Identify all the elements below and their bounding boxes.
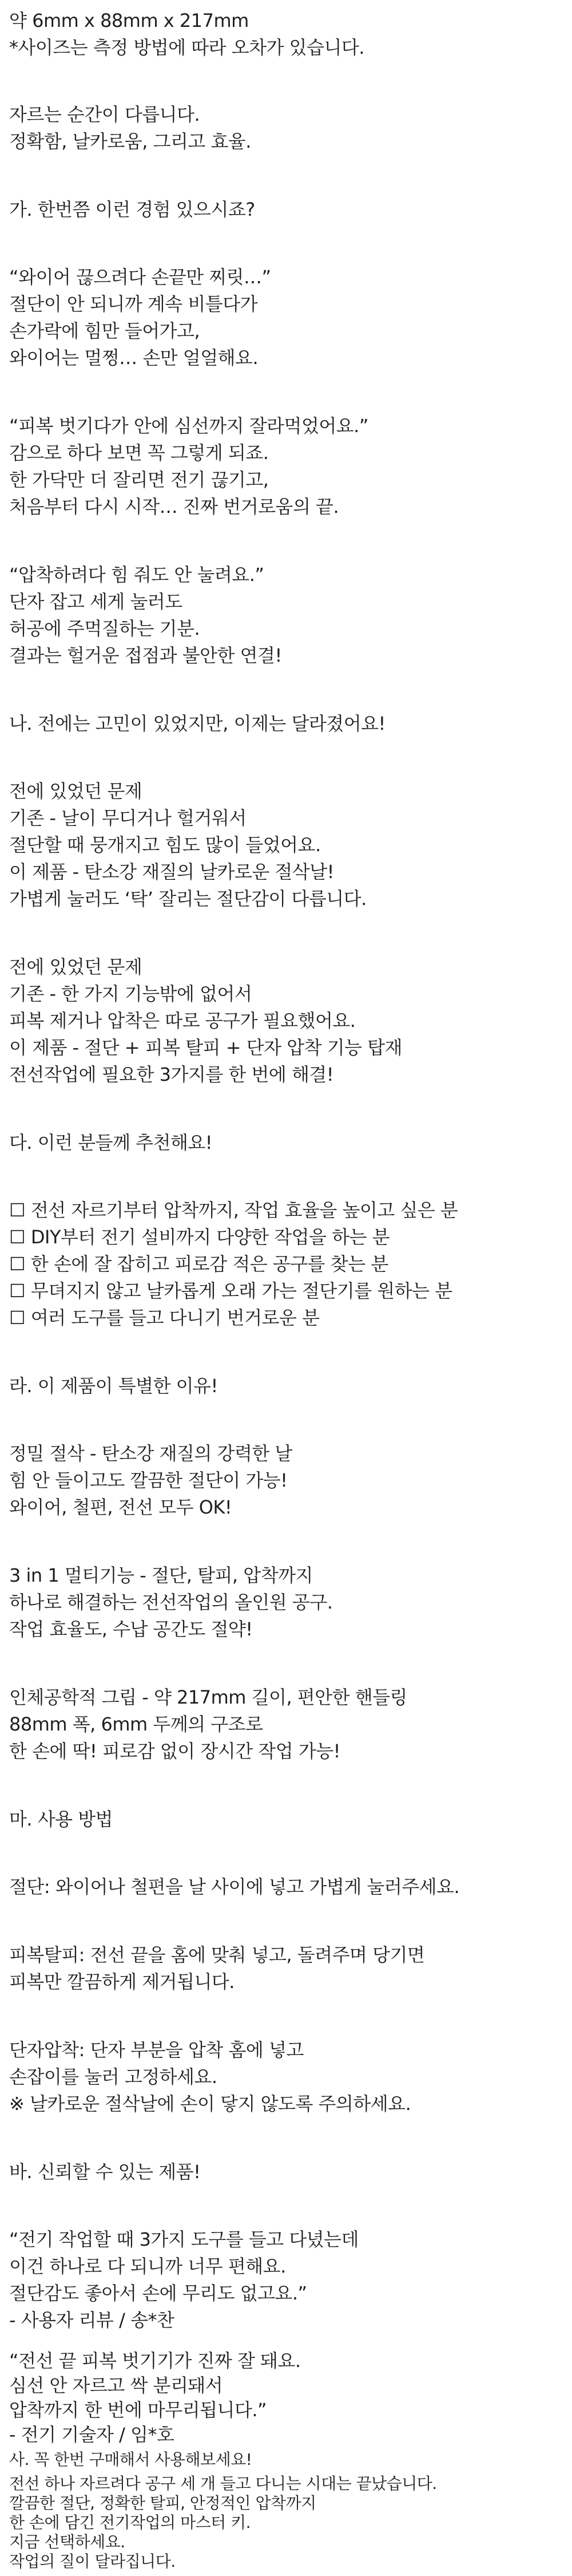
section-heading-na: 나. 전에는 고민이 있었지만, 이제는 달라졌어요! <box>9 713 386 734</box>
checkbox-list-item: ☐ 무뎌지지 않고 날카롭게 오래 가는 절단기를 원하는 분 <box>9 1280 452 1302</box>
spec-size-line: 약 6mm x 88mm x 217mm <box>9 10 249 31</box>
text-line: 손가락에 힘만 들어가고, <box>9 320 200 342</box>
text-line: 전선 하나 자르려다 공구 세 개 들고 다니는 시대는 끝났습니다. <box>9 2474 437 2493</box>
quote-line: “압착하려다 힘 줘도 안 눌려요.” <box>9 564 264 586</box>
text-line: 와이어, 철편, 전선 모두 OK! <box>9 1496 232 1518</box>
text-line: 가볍게 눌러도 ‘탁’ 잘리는 절단감이 다릅니다. <box>9 888 367 910</box>
text-line: 한 손에 담긴 전기작업의 마스터 키. <box>9 2513 251 2532</box>
text-line: 결과는 헐거운 접점과 불안한 연결! <box>9 645 282 666</box>
section-heading-ma: 마. 사용 방법 <box>9 1808 113 1830</box>
text-line: 처음부터 다시 시작… 진짜 번거로움의 끝. <box>9 496 339 517</box>
section-heading-ra: 라. 이 제품이 특별한 이유! <box>9 1375 218 1397</box>
text-line: 이 제품 - 절단 + 피복 탈피 + 단자 압착 기능 탑재 <box>9 1037 403 1058</box>
closing-line: 작업의 질이 달라집니다. <box>9 2552 176 2571</box>
warning-note-line: ※ 날카로운 절삭날에 손이 닿지 않도록 주의하세요. <box>9 2093 411 2115</box>
text-line: 허공에 주먹질하는 기분. <box>9 618 200 639</box>
text-line: 피복만 깔끔하게 제거됩니다. <box>9 1971 235 1993</box>
text-line: 한 손에 딱! 피로감 없이 장시간 작업 가능! <box>9 1740 340 1762</box>
text-line: 기존 - 한 가지 기능밖에 없어서 <box>9 983 252 1005</box>
text-line: 인체공학적 그립 - 약 217mm 길이, 편안한 핸들링 <box>9 1686 407 1708</box>
text-line: 절단이 안 되니까 계속 비틀다가 <box>9 293 258 315</box>
text-line: 와이어는 멀쩡… 손만 얼얼해요. <box>9 347 259 369</box>
section-heading-da: 다. 이런 분들께 추천해요! <box>9 1132 213 1153</box>
review-quote-line: 압착까지 한 번에 마무리됩니다.” <box>9 2399 267 2421</box>
text-line: 한 가닥만 더 잘리면 전기 끊기고, <box>9 469 269 491</box>
text-line: 전에 있었던 문제 <box>9 956 142 978</box>
review-quote-line: “전기 작업할 때 3가지 도구를 들고 다녔는데 <box>9 2229 359 2250</box>
text-line: 손잡이를 눌러 고정하세요. <box>9 2066 217 2088</box>
text-line: 피복탈피: 전선 끝을 홈에 맞춰 넣고, 돌려주며 당기면 <box>9 1944 425 1966</box>
text-line: 감으로 하다 보면 꼭 그렇게 되죠. <box>9 442 269 464</box>
checkbox-list-item: ☐ 전선 자르기부터 압착까지, 작업 효율을 높이고 싶은 분 <box>9 1199 458 1221</box>
text-line: 전선작업에 필요한 3가지를 한 번에 해결! <box>9 1064 334 1085</box>
section-heading-ga: 가. 한번쯤 이런 경험 있으시죠? <box>9 199 255 220</box>
size-note-line: *사이즈는 측정 방법에 따라 오차가 있습니다. <box>9 37 364 58</box>
section-heading-sa: 사. 꼭 한번 구매해서 사용해보세요! <box>9 2450 252 2469</box>
review-author-line: - 사용자 리뷰 / 송*찬 <box>9 2309 174 2331</box>
checkbox-list-item: ☐ 여러 도구를 들고 다니기 번거로운 분 <box>9 1307 320 1329</box>
text-line: 절단: 와이어나 철편을 날 사이에 넣고 가볍게 눌러주세요. <box>9 1876 460 1898</box>
text-line: 깔끔한 절단, 정확한 탈피, 안정적인 압착까지 <box>9 2494 316 2512</box>
section-heading-ba: 바. 신뢰할 수 있는 제품! <box>9 2161 201 2183</box>
text-line: 정밀 절삭 - 탄소강 재질의 강력한 날 <box>9 1443 292 1464</box>
text-line: 힘 안 들이고도 깔끔한 절단이 가능! <box>9 1469 288 1491</box>
text-line: 이 제품 - 탄소강 재질의 날카로운 절삭날! <box>9 861 334 883</box>
review-author-line: - 전기 기술자 / 임*호 <box>9 2424 174 2445</box>
review-quote-line: 이건 하나로 다 되니까 너무 편해요. <box>9 2255 286 2277</box>
text-line: 절단할 때 뭉개지고 힘도 많이 들었어요. <box>9 834 321 856</box>
text-line: 3 in 1 멀티기능 - 절단, 탈피, 압착까지 <box>9 1564 313 1586</box>
quote-line: “와이어 끊으려다 손끝만 찌릿…” <box>9 266 271 288</box>
checkbox-list-item: ☐ DIY부터 전기 설비까지 다양한 작업을 하는 분 <box>9 1226 390 1248</box>
text-line: 작업 효율도, 수납 공간도 절약! <box>9 1618 253 1640</box>
text-line: 88mm 폭, 6mm 두께의 구조로 <box>9 1713 263 1735</box>
quote-line: “피복 벗기다가 안에 심선까지 잘라먹었어요.” <box>9 415 368 437</box>
text-line: 단자 잡고 세게 눌러도 <box>9 591 182 613</box>
text-line: 하나로 해결하는 전선작업의 올인원 공구. <box>9 1591 333 1613</box>
text-line: 단자압착: 단자 부분을 압착 홈에 넣고 <box>9 2039 304 2061</box>
text-line: 피복 제거나 압착은 따로 공구가 필요했어요. <box>9 1010 356 1032</box>
text-line: 자르는 순간이 다릅니다. <box>9 104 200 125</box>
checkbox-list-item: ☐ 한 손에 잘 잡히고 피로감 적은 공구를 찾는 분 <box>9 1253 388 1275</box>
text-line: 정확함, 날카로움, 그리고 효율. <box>9 131 251 152</box>
review-quote-line: 심선 안 자르고 싹 분리돼서 <box>9 2374 223 2396</box>
review-quote-line: 절단감도 좋아서 손에 무리도 없고요.” <box>9 2282 307 2304</box>
text-line: 전에 있었던 문제 <box>9 780 142 802</box>
review-quote-line: “전선 끝 피복 벗기기가 진짜 잘 돼요. <box>9 2350 301 2372</box>
text-line: 기존 - 날이 무디거나 헐거워서 <box>9 807 247 829</box>
text-line: 지금 선택하세요. <box>9 2532 125 2551</box>
